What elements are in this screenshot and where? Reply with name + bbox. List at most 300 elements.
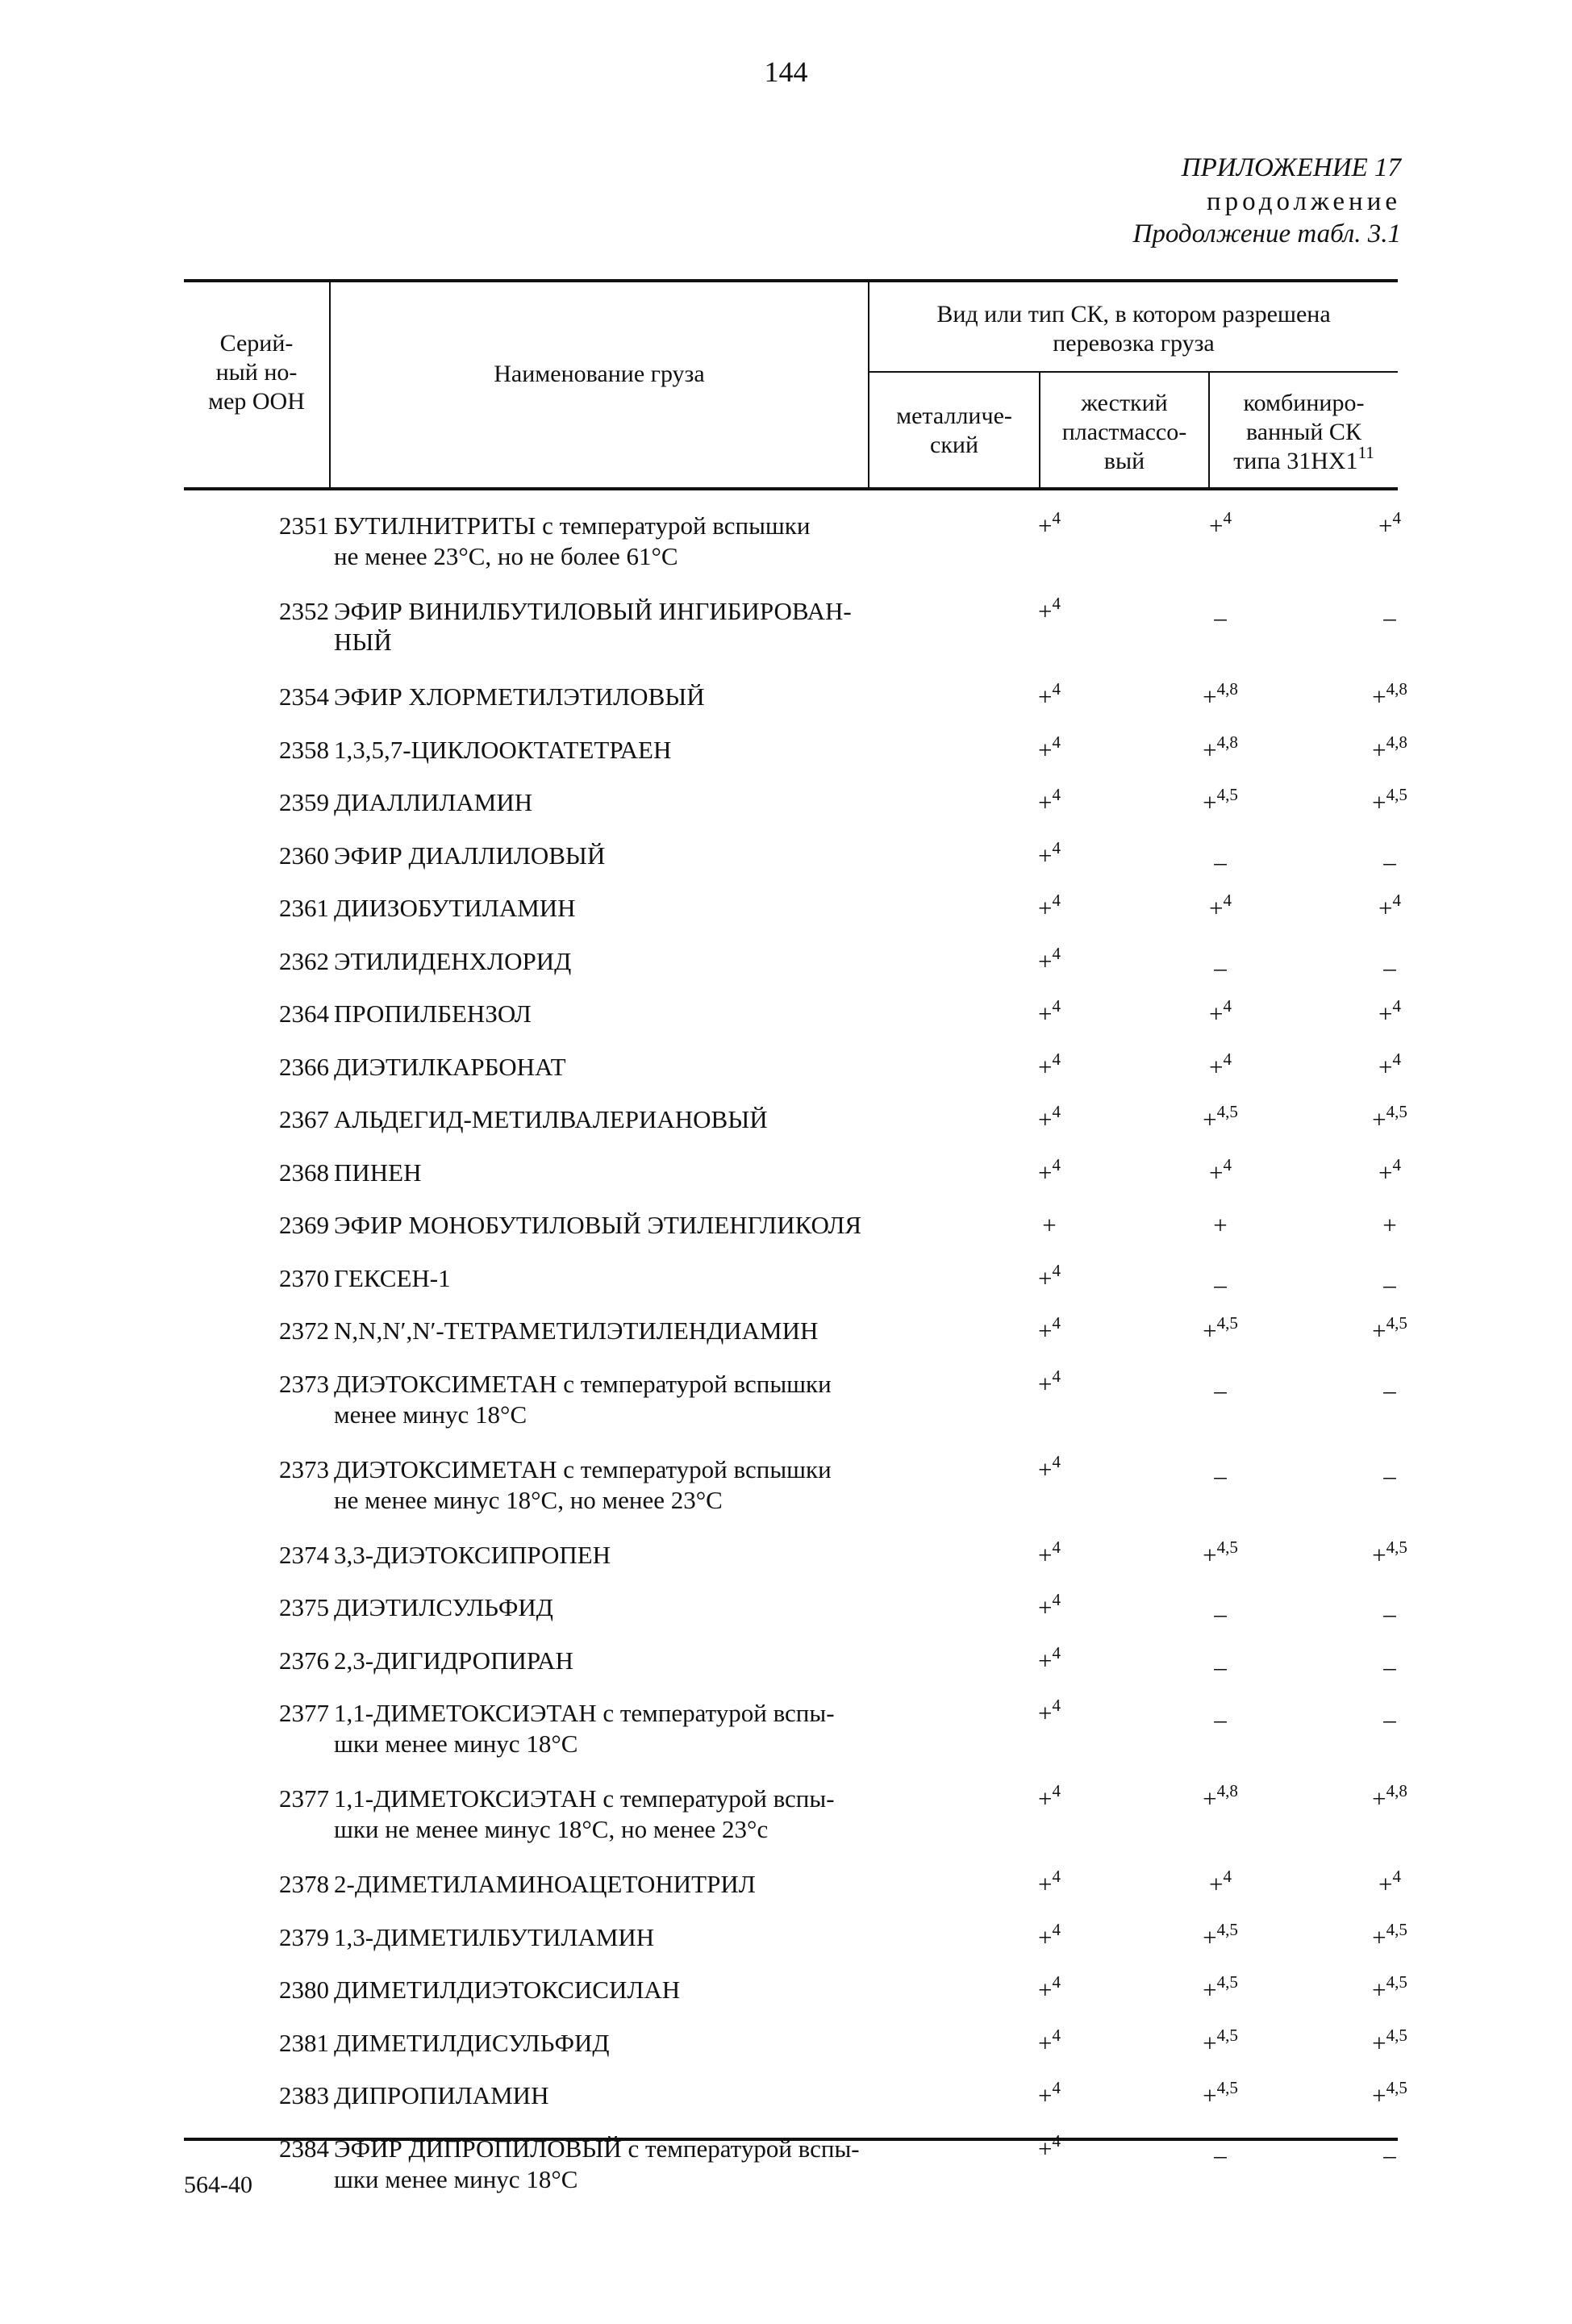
permission-symbol: + [1372, 1976, 1386, 2004]
metal-container-permission [965, 2025, 1134, 2059]
footnote-ref: 4,5 [1386, 1537, 1407, 1557]
cargo-name-line: НЫЙ [334, 628, 392, 656]
cargo-name [334, 2028, 1044, 2059]
cargo-name-line: ГЕКСЕН-1 [334, 1263, 451, 1292]
cargo-name-line: ЭФИР ДИПРОПИЛОВЫЙ с температурой вспы- [334, 2134, 860, 2163]
metal-container-permission [965, 1919, 1134, 1953]
cargo-name [334, 1540, 1044, 1571]
cargo-name-line: ДИЭТОКСИМЕТАН с температурой вспышки [334, 1369, 832, 1398]
un-number: 2354 [279, 682, 329, 711]
permission-symbol: + [1038, 841, 1053, 870]
footnote-ref: 4,5 [1216, 785, 1238, 804]
plastic-container-permission [1136, 508, 1305, 541]
permission-symbol: + [1203, 1316, 1217, 1345]
footnote-ref: 4 [1052, 2078, 1061, 2097]
header-group-line: перевозка груза [1053, 330, 1215, 357]
composite-container-permission [1305, 953, 1474, 983]
cargo-name-line: 1,3-ДИМЕТИЛБУТИЛАМИН [334, 1922, 655, 1951]
permission-symbol: + [1203, 2081, 1217, 2109]
composite-container-permission [1305, 1154, 1474, 1188]
plastic-container-permission [1136, 996, 1305, 1029]
plastic-container-permission [1136, 1461, 1305, 1492]
permission-symbol: + [1038, 946, 1053, 975]
permission-symbol: + [1209, 511, 1224, 540]
composite-container-permission [1305, 1270, 1474, 1300]
composite-container-permission [1305, 2140, 1474, 2171]
permission-symbol: – [1383, 603, 1396, 632]
plastic-container-permission [1136, 2080, 1305, 2111]
plastic-container-permission [1136, 1652, 1305, 1683]
footnote-ref: 4 [1052, 1366, 1061, 1386]
footnote-ref: 4 [1052, 2130, 1061, 2151]
footnote-ref: 4 [1223, 508, 1232, 528]
footnote-ref: 4 [1052, 1642, 1061, 1663]
permission-symbol: – [1214, 1270, 1227, 1299]
permission-symbol: + [1203, 788, 1217, 816]
cargo-name [334, 2134, 1044, 2195]
plastic-container-permission [1136, 1049, 1305, 1083]
header-group-line: Вид или тип СК, в котором разрешена [936, 301, 1331, 328]
metal-container-permission [965, 943, 1134, 977]
composite-container-permission [1305, 1313, 1474, 1346]
permission-symbol: + [1372, 682, 1386, 711]
permission-symbol: + [1038, 1369, 1053, 1398]
header-combined-line [1210, 443, 1398, 476]
footnote-ref: 4 [1052, 1867, 1061, 1886]
footnote-ref: 4 [1392, 1049, 1401, 1069]
composite-container-permission [1305, 2025, 1474, 2059]
permission-symbol: + [1203, 682, 1217, 711]
cargo-name [334, 511, 1044, 572]
composite-container-permission [1305, 679, 1474, 712]
permission-symbol: + [1372, 1540, 1386, 1569]
permission-symbol: + [1372, 1105, 1386, 1133]
cargo-name-line: 2,3-ДИГИДРОПИРАН [334, 1646, 573, 1675]
un-number: 2379 [279, 1922, 329, 1951]
metal-container-permission [965, 893, 1134, 924]
permission-symbol: + [1203, 1784, 1217, 1813]
cargo-name-line: ДИЭТИЛКАРБОНАТ [334, 1052, 566, 1081]
header-serial-line: мер ООН [208, 388, 305, 415]
composite-container-permission [1305, 847, 1474, 878]
permission-symbol: + [1038, 1870, 1053, 1898]
footnote-ref: 4 [1052, 1537, 1061, 1557]
un-number: 2380 [279, 1976, 329, 2004]
permission-symbol: + [1203, 1976, 1217, 2004]
footnote-ref: 4 [1052, 1451, 1061, 1471]
header-plastic-line: пластмассо- [1061, 419, 1187, 445]
cargo-name [334, 1975, 1044, 2005]
table-continuation-label: Продолжение табл. 3.1 [1132, 219, 1401, 248]
un-number: 2370 [279, 1263, 329, 1292]
cargo-name [334, 1454, 1044, 1516]
cargo-name [334, 1592, 1044, 1623]
composite-container-permission [1305, 1537, 1474, 1571]
cargo-name-line: шки не менее минус 18°С, но менее 23°с [334, 1815, 769, 1843]
cargo-name [334, 1158, 1044, 1188]
composite-container-permission [1305, 787, 1474, 818]
permission-symbol: + [1203, 1540, 1217, 1569]
footnote-ref: 4 [1052, 594, 1061, 613]
permission-symbol: + [1203, 735, 1217, 764]
footnote-ref: 4 [1052, 943, 1061, 963]
footnote-ref: 4 [1223, 1154, 1232, 1175]
cargo-name-line: шки менее минус 18°С [334, 1729, 578, 1758]
permission-symbol: + [1038, 682, 1053, 711]
footnote-ref: 4 [1223, 891, 1232, 910]
footnote-ref: 4,8 [1216, 732, 1238, 752]
permission-symbol: – [1214, 1705, 1227, 1734]
footnote-ref: 4 [1052, 732, 1061, 752]
metal-container-permission [965, 787, 1134, 818]
metal-container-permission [965, 1869, 1134, 1900]
un-number: 2359 [279, 788, 329, 816]
header-name: Наименование груза [494, 361, 705, 387]
composite-container-permission [1305, 2080, 1474, 2111]
header-metal-line: металличе- [896, 403, 1012, 429]
plastic-container-permission [1136, 1210, 1305, 1241]
composite-container-permission [1305, 1704, 1474, 1735]
footnote-ref: 4 [1052, 1154, 1061, 1175]
un-number: 2384 [279, 2134, 329, 2163]
composite-container-permission [1305, 1599, 1474, 1629]
cargo-name-line: БУТИЛНИТРИТЫ с температурой вспышки [334, 511, 811, 540]
permission-symbol: + [1378, 999, 1393, 1028]
permission-symbol: + [1378, 1158, 1393, 1187]
un-number: 2367 [279, 1105, 329, 1133]
un-number: 2364 [279, 999, 329, 1028]
header-combined [1210, 389, 1398, 476]
permission-symbol: + [1209, 894, 1224, 922]
un-number: 2351 [279, 511, 329, 540]
plastic-container-permission [1136, 1781, 1305, 1814]
metal-container-permission [965, 2080, 1134, 2111]
footnote-ref: 4,5 [1386, 785, 1407, 804]
cargo-name [334, 893, 1044, 924]
permission-symbol: + [1038, 1699, 1053, 1727]
metal-container-permission [965, 837, 1134, 871]
permission-symbol: + [1038, 1105, 1053, 1133]
permission-symbol: + [1372, 1784, 1386, 1813]
cargo-name-line: 3,3-ДИЭТОКСИПРОПЕН [334, 1540, 611, 1569]
un-number: 2373 [279, 1454, 329, 1483]
plastic-container-permission [1136, 847, 1305, 878]
footnote-ref: 4,5 [1216, 2025, 1238, 2045]
permission-symbol: + [1372, 735, 1386, 764]
footnote-ref: 4 [1052, 996, 1061, 1016]
cargo-name-line: ЭФИР ДИАЛЛИЛОВЫЙ [334, 841, 606, 870]
cargo-name [334, 1052, 1044, 1083]
permission-symbol: + [1038, 511, 1053, 540]
un-number: 2360 [279, 841, 329, 870]
header-group [869, 300, 1398, 358]
header-bottom-rule [184, 487, 1398, 490]
cargo-name-line: ДИМЕТИЛДИЭТОКСИСИЛАН [334, 1976, 681, 2004]
metal-container-permission [965, 732, 1134, 766]
permission-symbol: + [1203, 1105, 1217, 1133]
header-serial [184, 329, 329, 416]
un-number: 2352 [279, 597, 329, 625]
footnote-ref: 4,8 [1216, 679, 1238, 699]
composite-container-permission [1305, 1652, 1474, 1683]
un-number: 2373 [279, 1369, 329, 1398]
footnote-ref: 4,8 [1216, 1781, 1238, 1800]
footnote-ref: 4 [1052, 1260, 1061, 1280]
metal-container-permission [965, 1104, 1134, 1135]
footnote-ref: 4,8 [1386, 732, 1407, 752]
permission-symbol: + [1372, 1922, 1386, 1951]
cargo-name-line: ЭТИЛИДЕНХЛОРИД [334, 946, 572, 975]
footnote-ref: 4 [1052, 1696, 1061, 1715]
footnote-ref: 4 [1052, 785, 1061, 804]
cargo-name-line: ДИЭТОКСИМЕТАН с температурой вспышки [334, 1454, 832, 1483]
footnote-ref: 4,5 [1386, 1102, 1407, 1121]
permission-symbol: + [1378, 1870, 1393, 1898]
metal-container-permission [965, 1154, 1134, 1188]
plastic-container-permission [1136, 2140, 1305, 2171]
footnote-ref: 4,5 [1386, 1972, 1407, 1992]
permission-symbol: + [1372, 1316, 1386, 1345]
header-plastic-line: жесткий [1081, 390, 1168, 416]
footnote-ref: 4,5 [1386, 2078, 1407, 2097]
footnote-ref: 4,5 [1216, 1313, 1238, 1333]
cargo-name-line: 1,1-ДИМЕТОКСИЭТАН с температурой вспы- [334, 1784, 835, 1813]
footnote-ref: 4,5 [1386, 1313, 1407, 1333]
permission-symbol: – [1383, 2140, 1396, 2169]
permission-symbol: + [1038, 1593, 1053, 1621]
metal-container-permission [965, 596, 1134, 627]
un-number: 2358 [279, 735, 329, 764]
permission-symbol: + [1038, 1158, 1053, 1187]
permission-symbol: – [1383, 1375, 1396, 1404]
footnote-ref: 4 [1052, 1313, 1061, 1333]
un-number: 2361 [279, 894, 329, 922]
cargo-name-line: ДИИЗОБУТИЛАМИН [334, 894, 576, 922]
permission-symbol: – [1383, 847, 1396, 876]
footnote-ref: 4 [1392, 996, 1401, 1016]
cargo-name-line: не менее минус 18°С, но менее 23°С [334, 1485, 723, 1514]
permission-symbol: – [1214, 1600, 1227, 1628]
un-number: 2381 [279, 2028, 329, 2057]
metal-container-permission [965, 1210, 1134, 1241]
cargo-name-line: 1,3,5,7-ЦИКЛООКТАТЕТРАЕН [334, 735, 672, 764]
permission-symbol: + [1038, 1784, 1053, 1813]
cargo-name [334, 1784, 1044, 1845]
un-number: 2375 [279, 1593, 329, 1621]
permission-symbol: + [1372, 788, 1386, 816]
appendix-title: ПРИЛОЖЕНИЕ 17 [1181, 153, 1401, 182]
permission-symbol: + [1038, 735, 1053, 764]
cargo-name-line: 2-ДИМЕТИЛАМИНОАЦЕТОНИТРИЛ [334, 1870, 756, 1898]
composite-container-permission [1305, 732, 1474, 766]
header-combined-line: ванный СК [1246, 419, 1361, 445]
permission-symbol: – [1214, 1652, 1227, 1681]
plastic-container-permission [1136, 1869, 1305, 1900]
table-top-rule [184, 279, 1398, 282]
composite-container-permission [1305, 1869, 1474, 1900]
header-combined-footnote: 11 [1357, 443, 1374, 462]
permission-symbol: + [1038, 1454, 1053, 1483]
permission-symbol: + [1203, 2028, 1217, 2057]
cargo-name [334, 1646, 1044, 1676]
composite-container-permission [1305, 1919, 1474, 1953]
header-plastic-line: вый [1103, 448, 1145, 474]
cargo-name [334, 596, 1044, 657]
permission-symbol: + [1038, 1646, 1053, 1675]
permission-symbol: + [1038, 597, 1053, 625]
metal-container-permission [965, 1537, 1134, 1571]
cargo-name [334, 841, 1044, 871]
footnote-ref: 4,5 [1386, 2025, 1407, 2045]
footnote-ref: 4 [1052, 2025, 1061, 2045]
composite-container-permission [1305, 1375, 1474, 1406]
permission-symbol: + [1038, 1263, 1053, 1292]
footnote-ref: 4 [1052, 1919, 1061, 1939]
permission-symbol: + [1372, 2028, 1386, 2057]
footnote-ref: 4,5 [1386, 1919, 1407, 1939]
footnote-ref: 4 [1392, 508, 1401, 528]
composite-container-permission [1305, 893, 1474, 924]
un-number: 2366 [279, 1052, 329, 1081]
permission-symbol: + [1038, 1922, 1053, 1951]
cargo-name [334, 1104, 1044, 1135]
cargo-name [334, 1922, 1044, 1953]
metal-container-permission [965, 1313, 1134, 1346]
permission-symbol: + [1209, 1158, 1224, 1187]
permission-symbol: + [1038, 2081, 1053, 2109]
permission-symbol: – [1214, 1461, 1227, 1490]
plastic-container-permission [1136, 893, 1305, 924]
appendix-continuation: продолжение [1206, 187, 1401, 216]
cargo-name-line: ПИНЕН [334, 1158, 422, 1187]
un-number: 2383 [279, 2081, 329, 2109]
cargo-name-line: ПРОПИЛБЕНЗОЛ [334, 999, 532, 1028]
un-number: 2369 [279, 1211, 329, 1239]
permission-symbol: – [1214, 953, 1227, 982]
cargo-name [334, 1369, 1044, 1430]
plastic-container-permission [1136, 1972, 1305, 2005]
permission-symbol: + [1038, 894, 1053, 922]
permission-symbol: – [1214, 847, 1227, 876]
permission-symbol: + [1038, 1540, 1053, 1569]
plastic-container-permission [1136, 1104, 1305, 1135]
cargo-name [334, 787, 1044, 818]
composite-container-permission [1305, 603, 1474, 633]
permission-symbol: – [1383, 953, 1396, 982]
metal-container-permission [965, 1451, 1134, 1485]
plastic-container-permission [1136, 603, 1305, 633]
plastic-container-permission [1136, 1313, 1305, 1346]
plastic-container-permission [1136, 732, 1305, 766]
footnote-ref: 4 [1052, 1590, 1061, 1609]
metal-container-permission [965, 2130, 1134, 2164]
plastic-container-permission [1136, 1375, 1305, 1406]
cargo-name-line: АЛЬДЕГИД-МЕТИЛВАЛЕРИАНОВЫЙ [334, 1105, 768, 1133]
header-serial-line: Серий- [219, 330, 294, 357]
permission-symbol: + [1382, 1211, 1397, 1239]
metal-container-permission [965, 996, 1134, 1029]
plastic-container-permission [1136, 787, 1305, 818]
composite-container-permission [1305, 1781, 1474, 1814]
header-group-rule [869, 371, 1398, 373]
permission-symbol: + [1213, 1211, 1228, 1239]
cargo-name-line: ДИАЛЛИЛАМИН [334, 788, 533, 816]
metal-container-permission [965, 1972, 1134, 2005]
permission-symbol: + [1203, 1922, 1217, 1951]
permission-symbol: + [1038, 999, 1053, 1028]
footnote-ref: 4,5 [1216, 1102, 1238, 1121]
cargo-name-line: N,N,N′,N′-ТЕТРАМЕТИЛЭТИЛЕНДИАМИН [334, 1316, 819, 1345]
cargo-name-line: не менее 23°С, но не более 61°С [334, 542, 678, 570]
permission-symbol: + [1038, 1316, 1053, 1345]
cargo-name [334, 2080, 1044, 2111]
footnote-ref: 4 [1392, 1867, 1401, 1886]
permission-symbol: + [1038, 2028, 1053, 2057]
footnote-ref: 4 [1223, 996, 1232, 1016]
header-metal [869, 402, 1039, 460]
plastic-container-permission [1136, 1919, 1305, 1953]
metal-container-permission [965, 1049, 1134, 1083]
permission-symbol: + [1038, 788, 1053, 816]
plastic-container-permission [1136, 2025, 1305, 2059]
metal-container-permission [965, 1698, 1134, 1729]
permission-symbol: – [1214, 603, 1227, 632]
metal-container-permission [965, 1260, 1134, 1294]
cargo-name-line: ЭФИР МОНОБУТИЛОВЫЙ ЭТИЛЕНГЛИКОЛЯ [334, 1211, 862, 1239]
un-number: 2362 [279, 946, 329, 975]
footnote-ref: 4,5 [1216, 2078, 1238, 2097]
cargo-name-line: ЭФИР ХЛОРМЕТИЛЭТИЛОВЫЙ [334, 682, 705, 711]
permission-symbol: + [1209, 999, 1224, 1028]
permission-symbol: + [1378, 1052, 1393, 1081]
permission-symbol: – [1383, 1270, 1396, 1299]
plastic-container-permission [1136, 1537, 1305, 1571]
metal-container-permission [965, 1781, 1134, 1814]
footnote-ref: 4 [1052, 1049, 1061, 1069]
composite-container-permission [1305, 996, 1474, 1029]
un-number: 2376 [279, 1646, 329, 1675]
header-plastic [1040, 389, 1208, 476]
cargo-name-line: ДИМЕТИЛДИСУЛЬФИД [334, 2028, 610, 2057]
permission-symbol: + [1372, 2081, 1386, 2109]
footer-code: 564-40 [184, 2172, 252, 2198]
header-combined-type: типа 31НХ1 [1233, 448, 1358, 474]
footnote-ref: 4 [1052, 1972, 1061, 1992]
permission-symbol: + [1038, 1976, 1053, 2004]
footnote-ref: 4 [1223, 1049, 1232, 1069]
metal-container-permission [965, 508, 1134, 541]
composite-container-permission [1305, 1461, 1474, 1492]
footnote-ref: 4,8 [1386, 679, 1407, 699]
footnote-ref: 4,5 [1216, 1972, 1238, 1992]
permission-symbol: – [1383, 1705, 1396, 1734]
permission-symbol: + [1042, 1211, 1057, 1239]
un-number: 2377 [279, 1784, 329, 1813]
permission-symbol: + [1378, 894, 1393, 922]
metal-container-permission [965, 1642, 1134, 1676]
plastic-container-permission [1136, 1270, 1305, 1300]
metal-container-permission [965, 679, 1134, 712]
composite-container-permission [1305, 1104, 1474, 1135]
cargo-name-line: 1,1-ДИМЕТОКСИЭТАН с температурой вспы- [334, 1699, 835, 1727]
plastic-container-permission [1136, 679, 1305, 712]
footnote-ref: 4 [1052, 508, 1061, 528]
permission-symbol: – [1383, 1600, 1396, 1628]
cargo-name-line: ЭФИР ВИНИЛБУТИЛОВЫЙ ИНГИБИРОВАН- [334, 597, 852, 625]
permission-symbol: – [1383, 1461, 1396, 1490]
permission-symbol: + [1209, 1052, 1224, 1081]
footnote-ref: 4,8 [1386, 1781, 1407, 1800]
